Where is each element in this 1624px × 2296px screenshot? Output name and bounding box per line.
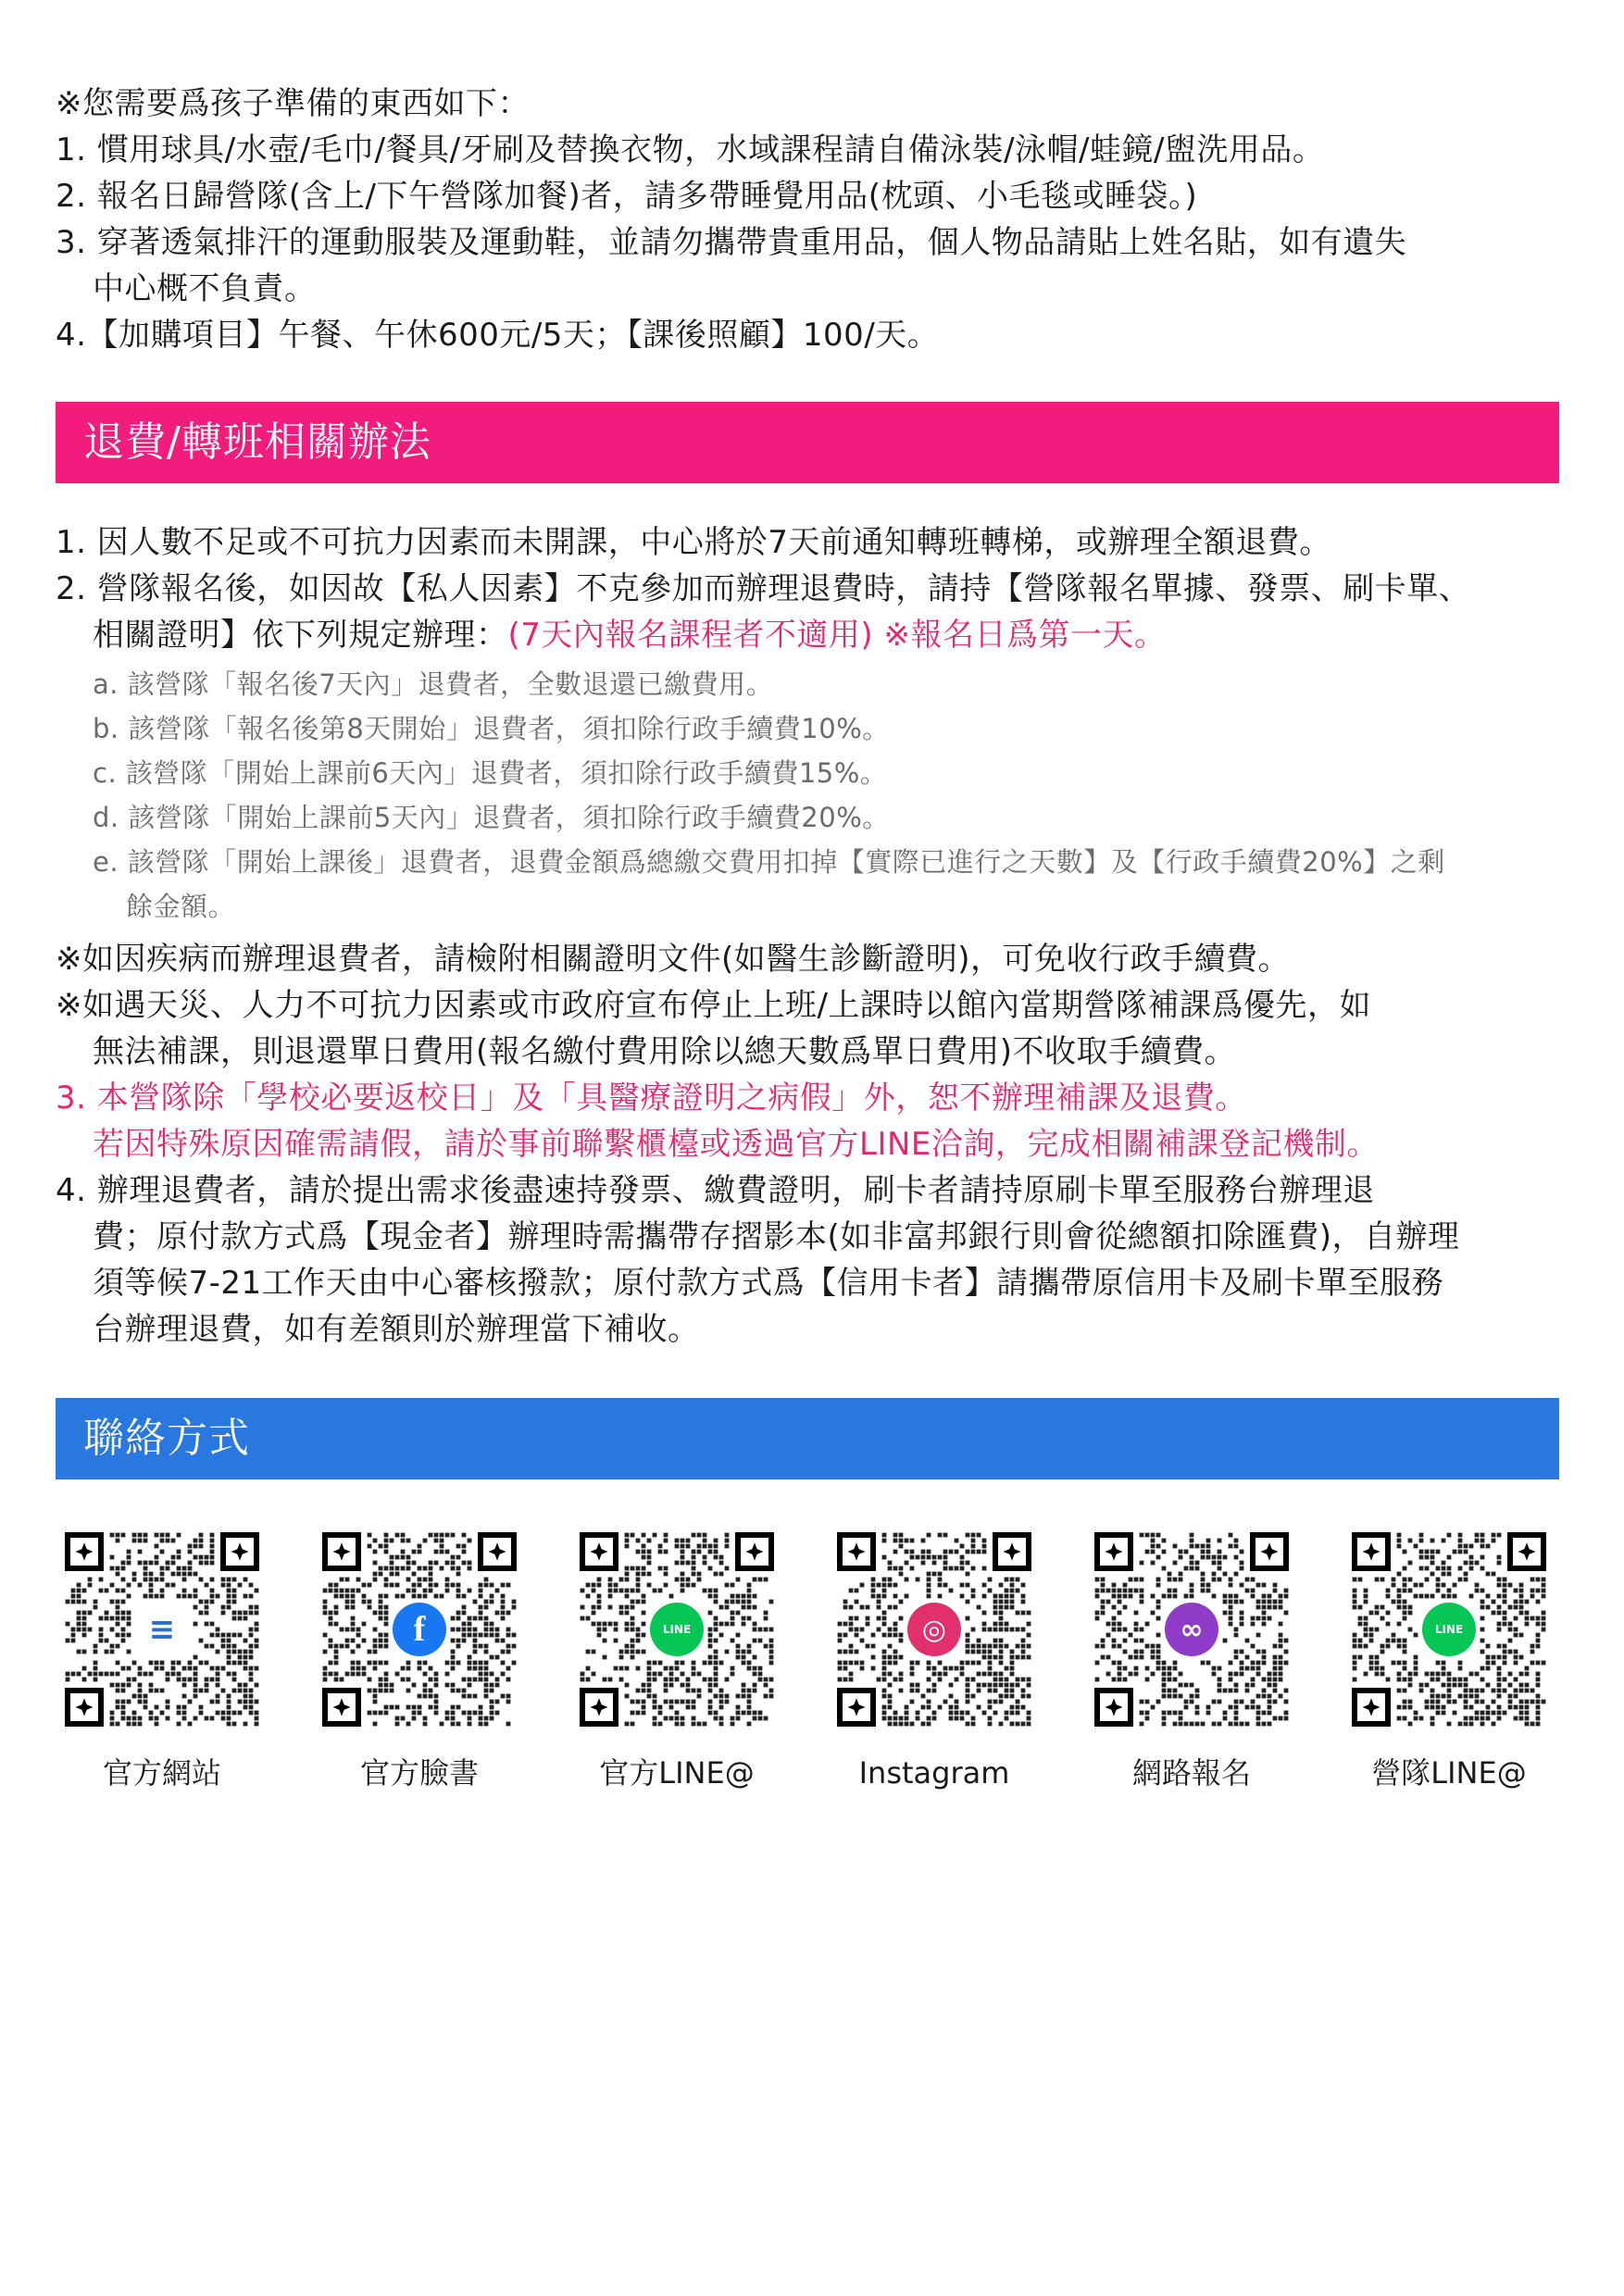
qr-label: 網路報名	[1131, 1755, 1251, 1791]
qr-label: 官方臉書	[359, 1755, 479, 1791]
refund-sub-e: e. 該營隊「開始上課後」退費者，退費金額爲總繳交費用扣掉【實際已進行之天數】及【行政手續費20%】之剩	[93, 846, 1445, 878]
refund-rule-1: 1. 因人數不足或不可抗力因素而未開課，中心將於7天前通知轉班轉梯，或辦理全額退費。	[56, 524, 1331, 561]
prep-item-3-cont: 中心概不負責。	[93, 270, 317, 307]
contact-section-heading: 聯絡方式	[56, 1398, 1559, 1479]
line-icon: LINE	[1422, 1603, 1476, 1656]
qr-label: 營隊LINE@	[1371, 1755, 1527, 1791]
refund-rule-4-cont-3: 台辦理退費，如有差額則於辦理當下補收。	[93, 1311, 700, 1348]
qr-card-website[interactable]	[65, 1532, 263, 1791]
qr-code[interactable]	[322, 1532, 517, 1727]
prep-item-2: 2. 報名日歸營隊(含上/下午營隊加餐)者，請多帶睡覺用品(枕頭、小毛毯或睡袋。)	[56, 178, 1198, 215]
qr-code[interactable]	[65, 1532, 259, 1727]
refund-rule-2-text: 相關證明】依下列規定辦理：	[93, 617, 508, 654]
qr-card-online-registration[interactable]	[1094, 1532, 1293, 1791]
refund-section-heading: 退費/轉班相關辦法	[56, 402, 1559, 483]
qr-card-instagram[interactable]	[837, 1532, 1035, 1791]
facebook-icon: f	[393, 1603, 446, 1656]
refund-note-disaster-cont: 無法補課，則退還單日費用(報名繳付費用除以總天數爲單日費用)不收取手續費。	[93, 1033, 1237, 1070]
prep-intro: ※您需要爲孩子準備的東西如下：	[56, 85, 530, 122]
refund-rule-3-cont: 若因特殊原因確需請假，請於事前聯繫櫃檯或透過官方LINE洽詢，完成相關補課登記機制。	[93, 1126, 1379, 1163]
site-logo-icon: ≡	[135, 1603, 189, 1656]
refund-rule-3: 3. 本營隊除「學校必要返校日」及「具醫療證明之病假」外，恕不辦理補課及退費。	[56, 1079, 1247, 1117]
refund-rule-2: 2. 營隊報名後，如因故【私人因素】不克參加而辦理退費時，請持【營隊報名單據、發票、刷卡單、	[56, 570, 1471, 607]
refund-rule-4-cont-1: 費；原付款方式爲【現金者】辦理時需攜帶存摺影本(如非富邦銀行則會從總額扣除匯費)，自辦理	[93, 1218, 1460, 1255]
refund-note-illness: ※如因疾病而辦理退費者，請檢附相關證明文件(如醫生診斷證明)，可免收行政手續費。	[56, 941, 1291, 978]
instagram-icon: ◎	[907, 1603, 961, 1656]
prep-item-4: 4.【加購項目】午餐、午休600元/5天；【課後照顧】100/天。	[56, 317, 940, 354]
refund-sub-e-cont: 餘金額。	[126, 891, 236, 922]
refund-sub-d: d. 該營隊「開始上課前5天內」退費者，須扣除行政手續費20%。	[93, 802, 890, 833]
qr-label: 官方網站	[102, 1755, 221, 1791]
line-icon: LINE	[650, 1603, 704, 1656]
qr-code[interactable]	[1094, 1532, 1289, 1727]
qr-label: 官方LINE@	[599, 1755, 755, 1791]
link-icon: ∞	[1165, 1603, 1218, 1656]
refund-sub-b: b. 該營隊「報名後第8天開始」退費者，須扣除行政手續費10%。	[93, 713, 890, 744]
prep-item-1: 1. 慣用球具/水壺/毛巾/餐具/牙刷及替換衣物，水域課程請自備泳裝/泳帽/蛙鏡/盥洗用品。	[56, 131, 1325, 168]
qr-label: Instagram	[858, 1755, 1010, 1791]
qr-code[interactable]	[580, 1532, 774, 1727]
refund-note-disaster: ※如遇天災、人力不可抗力因素或市政府宣布停止上班/上課時以館內當期營隊補課爲優先，如	[56, 987, 1371, 1024]
refund-rule-4: 4. 辦理退費者，請於提出需求後盡速持發票、繳費證明，刷卡者請持原刷卡單至服務台辦理退	[56, 1172, 1375, 1209]
prep-item-3: 3. 穿著透氣排汗的運動服裝及運動鞋，並請勿攜帶貴重用品，個人物品請貼上姓名貼，如有遺失	[56, 224, 1407, 261]
qr-card-facebook[interactable]	[322, 1532, 520, 1791]
qr-code[interactable]	[837, 1532, 1031, 1727]
qr-card-official-line[interactable]	[580, 1532, 778, 1791]
refund-sub-a: a. 該營隊「報名後7天內」退費者，全數退還已繳費用。	[93, 668, 774, 700]
qr-code[interactable]	[1352, 1532, 1546, 1727]
refund-rule-2-cont	[93, 613, 1166, 657]
qr-card-camp-line[interactable]	[1352, 1532, 1550, 1791]
refund-rule-4-cont-2: 須等候7-21工作天由中心審核撥款；原付款方式爲【信用卡者】請攜帶原信用卡及刷卡單至服務	[93, 1265, 1444, 1302]
refund-sub-c: c. 該營隊「開始上課前6天內」退費者，須扣除行政手續費15%。	[93, 757, 888, 789]
refund-rule-2-exception: (7天內報名課程者不適用) ※報名日爲第一天。	[507, 617, 1167, 654]
